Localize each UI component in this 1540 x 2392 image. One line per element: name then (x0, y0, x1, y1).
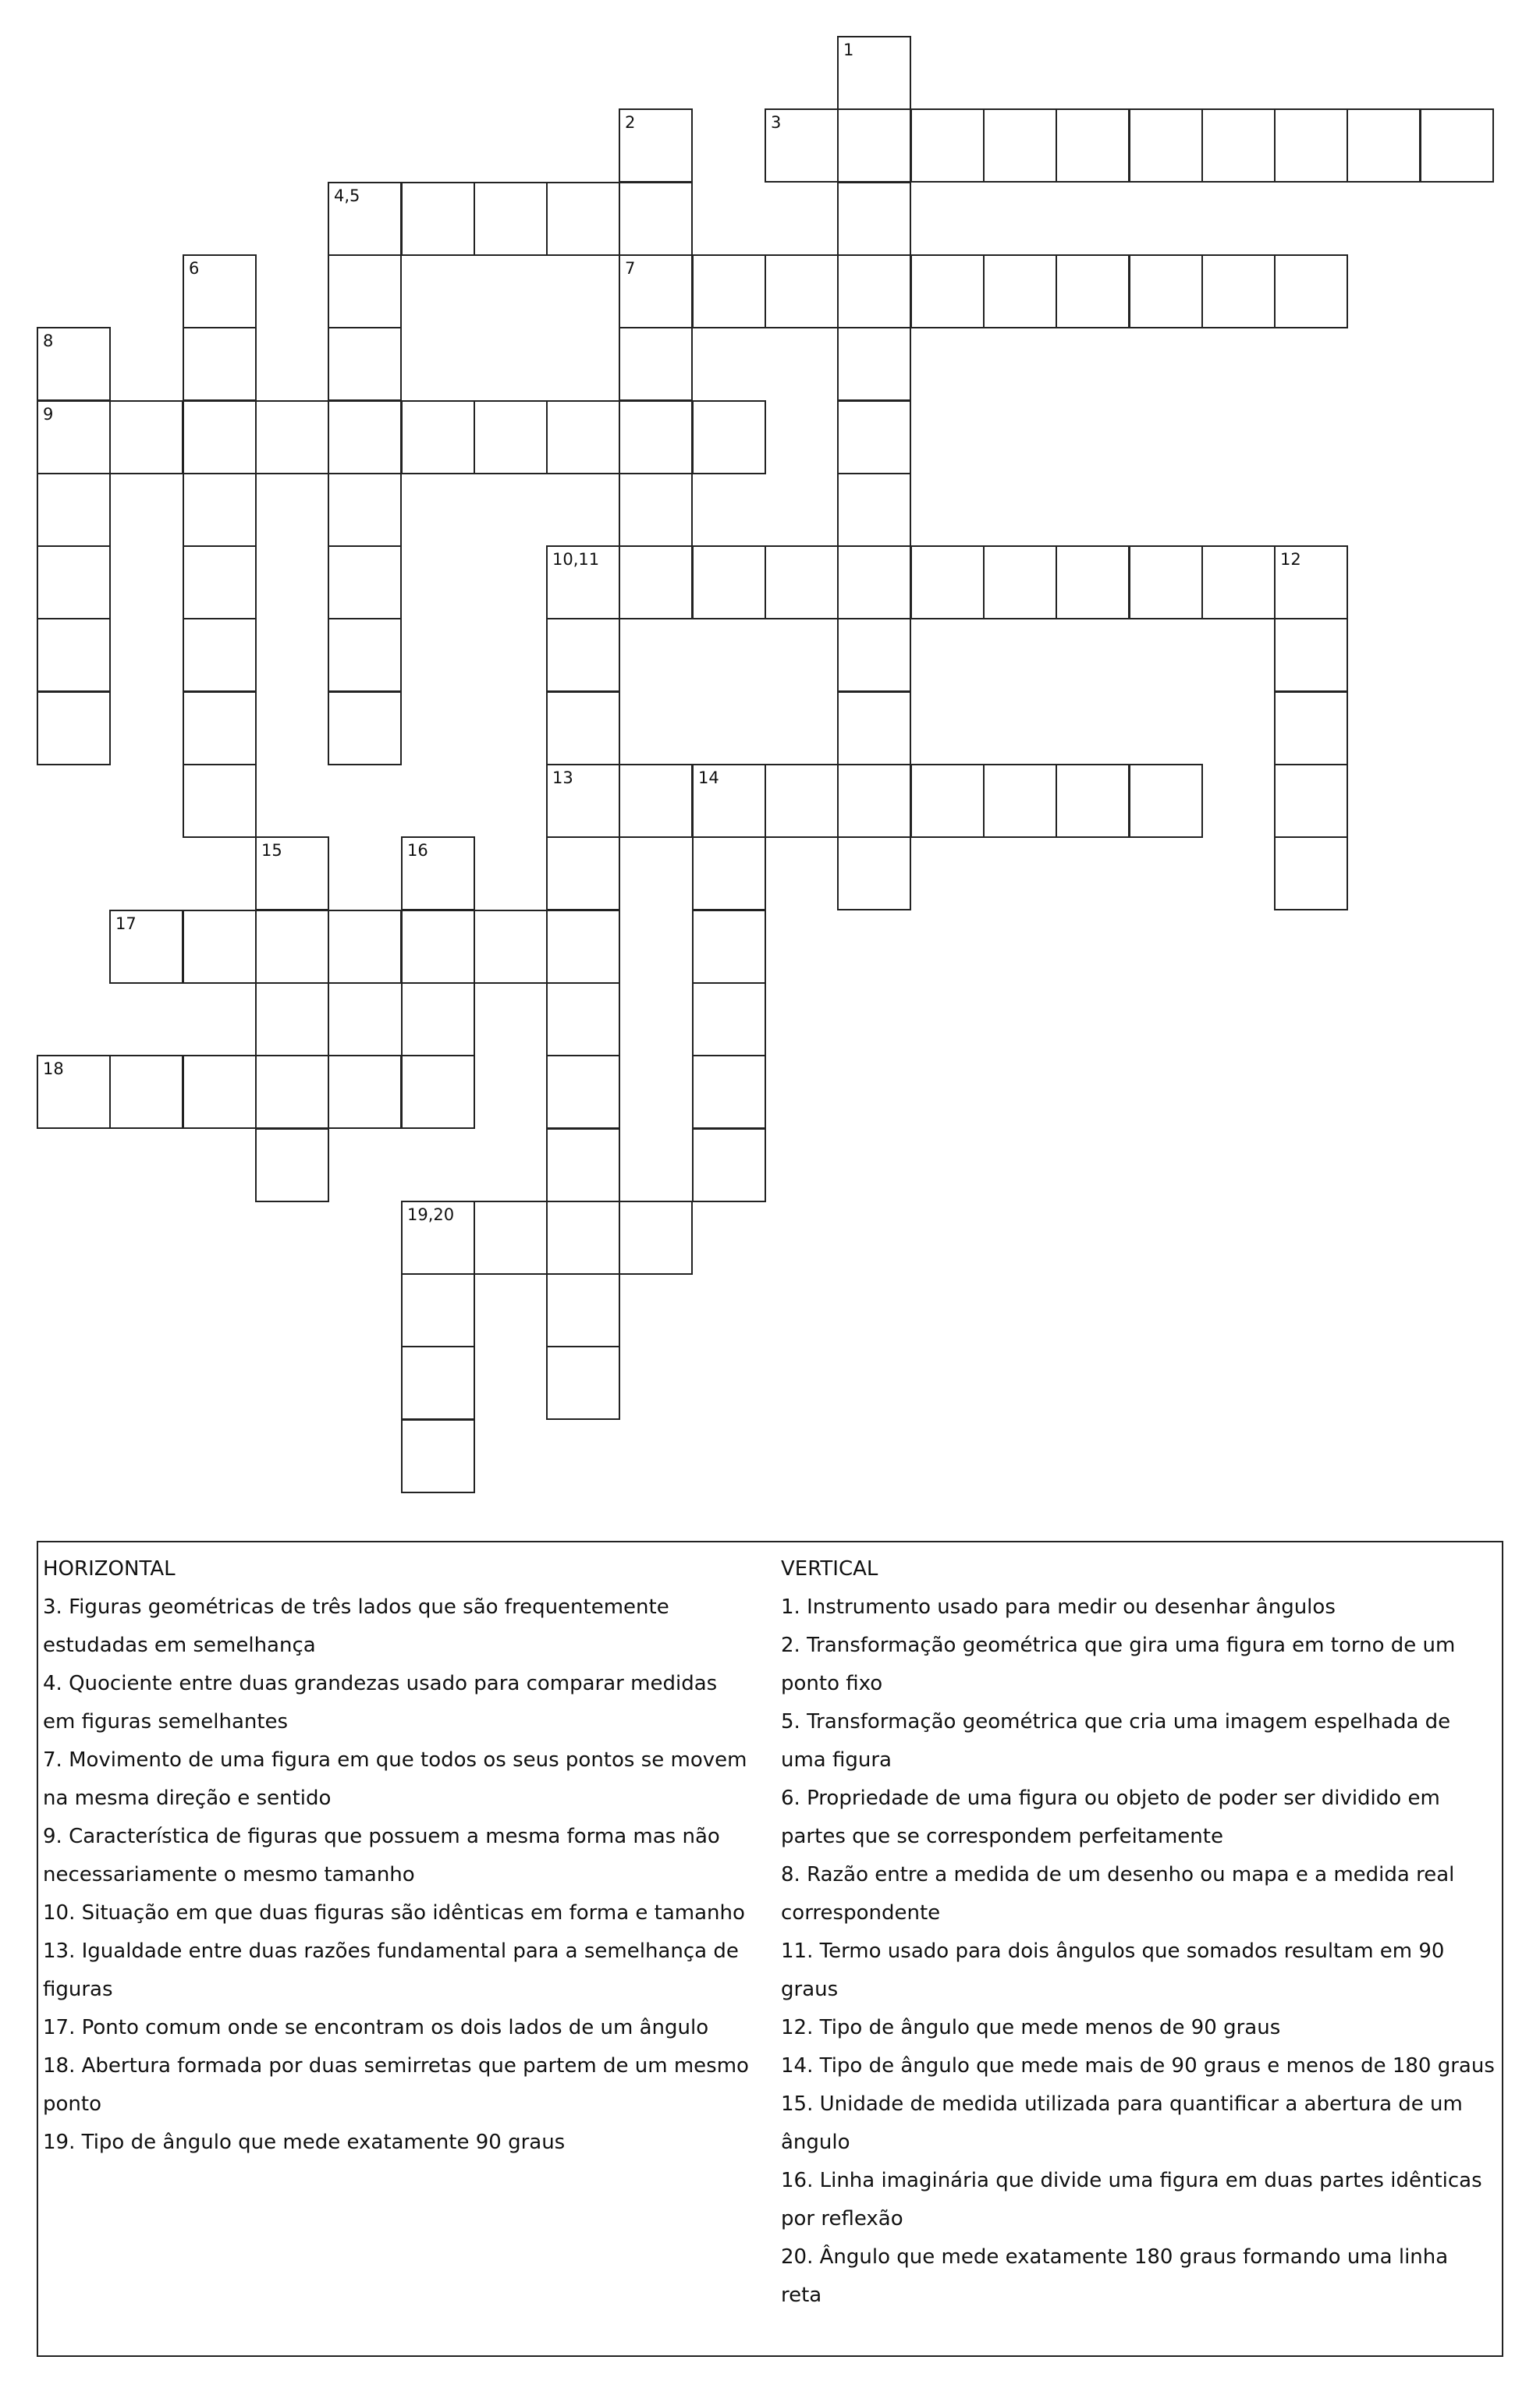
vertical-clue-line: 15. Unidade de medida utilizada para quantificar a abertura de um (781, 2092, 1463, 2116)
cell-number: 13 (552, 768, 573, 787)
grid-cell[interactable] (401, 1273, 475, 1347)
grid-cell[interactable] (328, 400, 402, 474)
cell-number: 16 (407, 841, 428, 860)
grid-cell[interactable] (1201, 108, 1276, 183)
horizontal-heading: HORIZONTAL (43, 1557, 176, 1581)
grid-cell[interactable] (546, 545, 620, 619)
horizontal-clue-line: estudadas em semelhança (43, 1634, 316, 1657)
grid-cell[interactable] (910, 254, 985, 328)
horizontal-clue-line: figuras (43, 1978, 113, 2001)
grid-cell[interactable] (1201, 545, 1276, 619)
grid-cell[interactable] (837, 182, 911, 256)
grid-cell[interactable] (109, 400, 183, 474)
grid-cell[interactable] (109, 1055, 183, 1129)
grid-cell[interactable] (183, 254, 257, 328)
horizontal-clue-line: 19. Tipo de ângulo que mede exatamente 90 graus (43, 2131, 566, 2154)
grid-cell[interactable] (37, 327, 111, 401)
grid-cell[interactable] (619, 182, 693, 256)
grid-cell[interactable] (183, 691, 257, 765)
grid-cell[interactable] (401, 1419, 475, 1493)
grid-cell[interactable] (983, 545, 1057, 619)
grid-cell[interactable] (619, 473, 693, 547)
grid-cell[interactable] (1274, 254, 1348, 328)
grid-cell[interactable] (837, 254, 911, 328)
grid-cell[interactable] (255, 1055, 329, 1129)
horizontal-clue-line: 17. Ponto comum onde se encontram os dois lados de um ângulo (43, 2016, 709, 2039)
cell-number: 17 (115, 914, 137, 933)
horizontal-clue-line: 10. Situação em que duas figuras são idênticas em forma e tamanho (43, 1901, 745, 1925)
grid-cell[interactable] (401, 982, 475, 1056)
horizontal-clue-list (43, 1588, 761, 2162)
grid-cell[interactable] (546, 1346, 620, 1420)
grid-cell[interactable] (546, 764, 620, 838)
horizontal-clue-line: necessariamente o mesmo tamanho (43, 1863, 415, 1886)
vertical-clue-line: 11. Termo usado para dois ângulos que somados resultam em 90 (781, 1940, 1445, 1963)
grid-cell[interactable] (255, 1128, 329, 1202)
grid-cell[interactable] (837, 836, 911, 910)
grid-cell[interactable] (401, 836, 475, 910)
grid-cell[interactable] (183, 1055, 257, 1129)
grid-cell[interactable] (1274, 691, 1348, 765)
vertical-clue-line: 2. Transformação geométrica que gira uma figura em torno de um (781, 1634, 1456, 1657)
grid-cell[interactable] (328, 691, 402, 765)
grid-cell[interactable] (109, 910, 183, 984)
grid-cell[interactable] (619, 764, 693, 838)
cell-number: 8 (43, 332, 54, 350)
grid-cell[interactable] (401, 1055, 475, 1129)
grid-cell[interactable] (546, 982, 620, 1056)
vertical-clue-line: 14. Tipo de ângulo que mede mais de 90 graus e menos de 180 graus (781, 2054, 1495, 2078)
vertical-clue-line: correspondente (781, 1901, 941, 1925)
grid-cell[interactable] (1347, 108, 1421, 183)
cell-number: 12 (1280, 550, 1301, 569)
grid-cell[interactable] (837, 473, 911, 547)
grid-cell[interactable] (401, 910, 475, 984)
grid-cell[interactable] (183, 400, 257, 474)
vertical-clue-line: ângulo (781, 2131, 850, 2154)
horizontal-clues-column (43, 1550, 761, 2162)
grid-cell[interactable] (546, 182, 620, 256)
grid-cell[interactable] (183, 473, 257, 547)
grid-cell[interactable] (328, 327, 402, 401)
grid-cell[interactable] (619, 327, 693, 401)
grid-cell[interactable] (183, 764, 257, 838)
grid-cell[interactable] (546, 400, 620, 474)
grid-cell[interactable] (474, 182, 548, 256)
grid-cell[interactable] (692, 400, 766, 474)
grid-cell[interactable] (37, 400, 111, 474)
grid-cell[interactable] (183, 618, 257, 692)
grid-cell[interactable] (328, 1055, 402, 1129)
horizontal-clue-line: 9. Característica de figuras que possuem a mesma forma mas não (43, 1825, 720, 1848)
grid-cell[interactable] (328, 182, 402, 256)
grid-cell[interactable] (910, 764, 985, 838)
grid-cell[interactable] (474, 910, 548, 984)
grid-cell[interactable] (1129, 545, 1203, 619)
grid-cell[interactable] (328, 910, 402, 984)
vertical-clue-line: partes que se correspondem perfeitamente (781, 1825, 1223, 1848)
cell-number: 14 (698, 768, 719, 787)
grid-cell[interactable] (255, 910, 329, 984)
horizontal-clue-line: 4. Quociente entre duas grandezas usado para comparar medidas (43, 1672, 718, 1695)
grid-cell[interactable] (401, 1201, 475, 1275)
grid-cell[interactable] (837, 327, 911, 401)
grid-cell[interactable] (37, 545, 111, 619)
grid-cell[interactable] (328, 545, 402, 619)
grid-cell[interactable] (692, 910, 766, 984)
grid-cell[interactable] (1201, 254, 1276, 328)
grid-cell[interactable] (837, 108, 911, 183)
grid-cell[interactable] (546, 1055, 620, 1129)
vertical-clues-column (781, 1550, 1499, 2315)
grid-cell[interactable] (1274, 545, 1348, 619)
grid-cell[interactable] (255, 400, 329, 474)
grid-cell[interactable] (328, 473, 402, 547)
cell-number: 1 (843, 41, 854, 59)
vertical-clue-line: por reflexão (781, 2207, 903, 2231)
grid-cell[interactable] (37, 1055, 111, 1129)
cell-number: 9 (43, 405, 54, 424)
cell-number: 19,20 (407, 1205, 455, 1224)
grid-cell[interactable] (765, 545, 839, 619)
clue-panel (37, 1541, 1503, 2357)
grid-cell[interactable] (619, 254, 693, 328)
grid-cell[interactable] (837, 764, 911, 838)
grid-cell[interactable] (401, 1346, 475, 1420)
grid-cell[interactable] (401, 182, 475, 256)
vertical-clue-line: 12. Tipo de ângulo que mede menos de 90 graus (781, 2016, 1281, 2039)
vertical-clue-line: ponto fixo (781, 1672, 883, 1695)
grid-cell[interactable] (1420, 108, 1494, 183)
vertical-clue-line: 20. Ângulo que mede exatamente 180 graus formando uma linha (781, 2245, 1449, 2269)
grid-cell[interactable] (837, 691, 911, 765)
grid-cell[interactable] (546, 836, 620, 910)
vertical-clue-line: 8. Razão entre a medida de um desenho ou mapa e a medida real (781, 1863, 1455, 1886)
cell-number: 3 (771, 113, 782, 132)
grid-cell[interactable] (1274, 836, 1348, 910)
grid-cell[interactable] (1274, 764, 1348, 838)
grid-cell[interactable] (474, 400, 548, 474)
grid-cell[interactable] (546, 1201, 620, 1275)
cell-number: 6 (189, 259, 200, 278)
vertical-clue-list (781, 1588, 1499, 2315)
cell-number: 18 (43, 1059, 64, 1078)
grid-cell[interactable] (619, 545, 693, 619)
cell-number: 15 (261, 841, 282, 860)
grid-cell[interactable] (328, 254, 402, 328)
grid-cell[interactable] (837, 545, 911, 619)
grid-cell[interactable] (37, 618, 111, 692)
grid-cell[interactable] (255, 982, 329, 1056)
grid-cell[interactable] (1056, 764, 1130, 838)
horizontal-clue-line: 13. Igualdade entre duas razões fundamental para a semelhança de (43, 1940, 739, 1963)
grid-cell[interactable] (1056, 108, 1130, 183)
grid-cell[interactable] (1274, 108, 1348, 183)
grid-cell[interactable] (765, 108, 839, 183)
grid-cell[interactable] (1129, 108, 1203, 183)
cell-number: 2 (625, 113, 636, 132)
grid-cell[interactable] (37, 691, 111, 765)
grid-cell[interactable] (619, 108, 693, 183)
vertical-clue-line: 16. Linha imaginária que divide uma figura em duas partes idênticas (781, 2169, 1482, 2192)
horizontal-clue-line: 18. Abertura formada por duas semirretas que partem de um mesmo (43, 2054, 749, 2078)
grid-cell[interactable] (619, 400, 693, 474)
vertical-clue-line: reta (781, 2284, 822, 2307)
grid-cell[interactable] (910, 108, 985, 183)
grid-cell[interactable] (692, 982, 766, 1056)
grid-cell[interactable] (692, 545, 766, 619)
grid-cell[interactable] (1129, 254, 1203, 328)
grid-cell[interactable] (1274, 618, 1348, 692)
horizontal-clue-line: na mesma direção e sentido (43, 1787, 332, 1810)
grid-cell[interactable] (692, 1055, 766, 1129)
grid-cell[interactable] (837, 618, 911, 692)
grid-cell[interactable] (837, 400, 911, 474)
grid-cell[interactable] (546, 618, 620, 692)
grid-cell[interactable] (546, 691, 620, 765)
grid-cell[interactable] (983, 764, 1057, 838)
cell-number: 7 (625, 259, 636, 278)
grid-cell[interactable] (183, 327, 257, 401)
grid-cell[interactable] (183, 545, 257, 619)
grid-cell[interactable] (546, 1273, 620, 1347)
grid-cell[interactable] (183, 910, 257, 984)
vertical-clue-line: 6. Propriedade de uma figura ou objeto de poder ser dividido em (781, 1787, 1440, 1810)
vertical-clue-line: uma figura (781, 1748, 892, 1772)
horizontal-clue-line: ponto (43, 2092, 101, 2116)
vertical-clue-line: graus (781, 1978, 839, 2001)
grid-cell[interactable] (546, 1128, 620, 1202)
vertical-heading: VERTICAL (781, 1557, 878, 1581)
grid-cell[interactable] (619, 1201, 693, 1275)
grid-cell[interactable] (983, 254, 1057, 328)
grid-cell[interactable] (692, 1128, 766, 1202)
grid-cell[interactable] (765, 764, 839, 838)
horizontal-clue-line: em figuras semelhantes (43, 1710, 289, 1734)
horizontal-clue-line: 3. Figuras geométricas de três lados que são frequentemente (43, 1595, 669, 1619)
grid-cell[interactable] (474, 1201, 548, 1275)
horizontal-clue-line: 7. Movimento de uma figura em que todos os seus pontos se movem (43, 1748, 747, 1772)
grid-cell[interactable] (692, 764, 766, 838)
grid-cell[interactable] (546, 910, 620, 984)
grid-cell[interactable] (401, 400, 475, 474)
cell-number: 4,5 (334, 186, 360, 205)
grid-cell[interactable] (692, 254, 766, 328)
grid-cell[interactable] (37, 473, 111, 547)
grid-cell[interactable] (983, 108, 1057, 183)
cell-number: 10,11 (552, 550, 600, 569)
grid-cell[interactable] (910, 545, 985, 619)
grid-cell[interactable] (1056, 545, 1130, 619)
grid-cell[interactable] (1129, 764, 1203, 838)
grid-cell[interactable] (765, 254, 839, 328)
grid-cell[interactable] (255, 836, 329, 910)
grid-cell[interactable] (837, 36, 911, 110)
grid-cell[interactable] (1056, 254, 1130, 328)
vertical-clue-line: 5. Transformação geométrica que cria uma imagem espelhada de (781, 1710, 1451, 1734)
vertical-clue-line: 1. Instrumento usado para medir ou desenhar ângulos (781, 1595, 1336, 1619)
grid-cell[interactable] (328, 618, 402, 692)
grid-cell[interactable] (692, 836, 766, 910)
